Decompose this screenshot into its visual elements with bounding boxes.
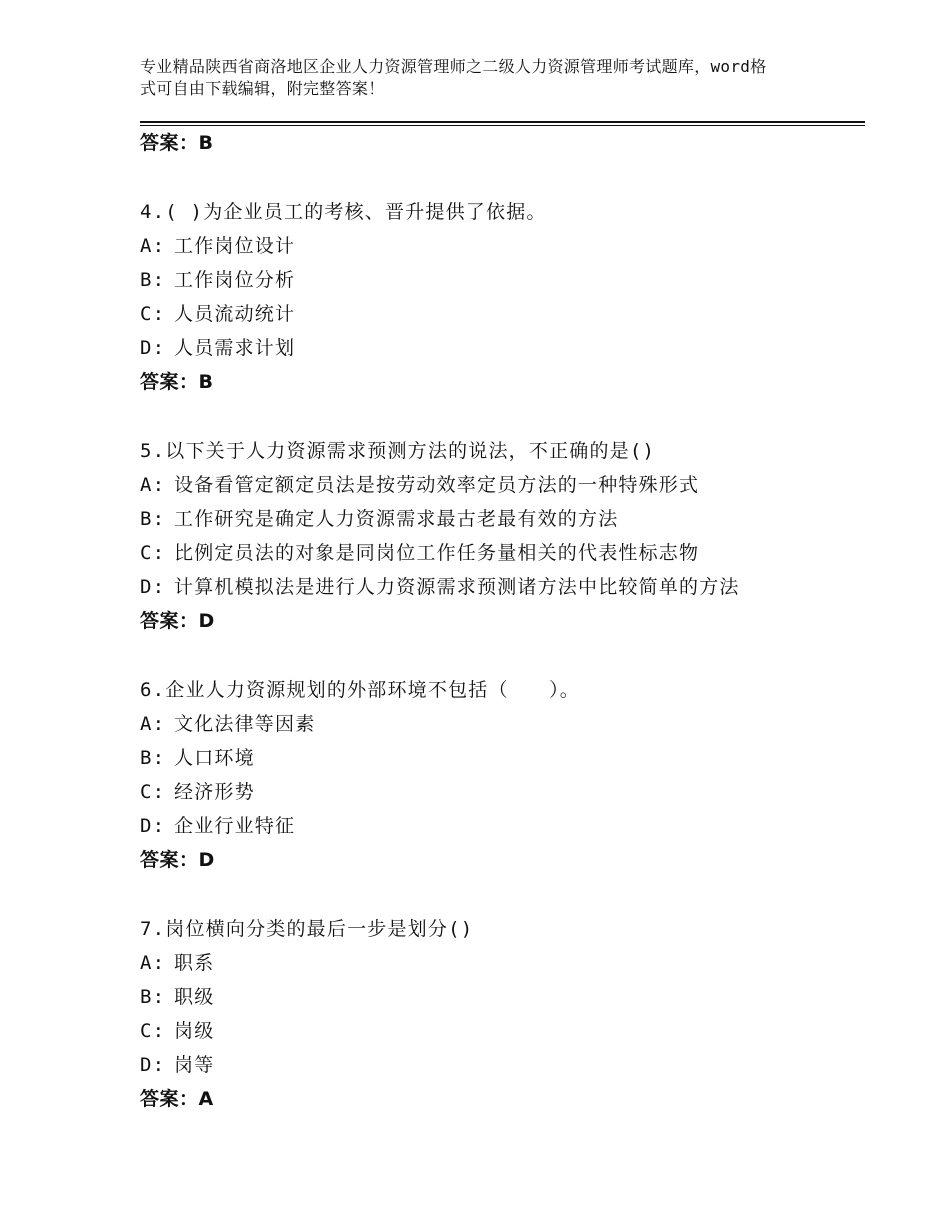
option-letter: A: [140,713,166,735]
option-c [140,780,255,804]
answer-line: 答案：B [140,132,214,154]
option-text: 工作研究是确定人力资源需求最古老最有效的方法 [174,508,619,530]
option-c [140,1019,214,1043]
option-text: 岗级 [174,1020,215,1042]
option-text: 职系 [174,952,215,974]
option-text: 设备看管定额定员法是按劳动效率定员方法的一种特殊形式 [174,474,700,496]
option-letter: B: [140,747,166,769]
option-text: 经济形势 [174,781,255,803]
option-d [140,575,740,599]
option-text: 比例定员法的对象是同岗位工作任务量相关的代表性标志物 [174,542,700,564]
option-text: 计算机模拟法是进行人力资源需求预测诸方法中比较简单的方法 [174,576,740,598]
option-letter: A: [140,952,166,974]
option-text: 人口环境 [174,747,255,769]
option-text: 岗等 [174,1054,215,1076]
option-text: 企业行业特征 [174,815,296,837]
option-b [140,985,214,1009]
option-d [140,814,295,838]
option-letter: B: [140,508,166,530]
option-letter: B: [140,986,166,1008]
option-text: 工作岗位设计 [174,235,296,257]
option-letter: C: [140,542,166,564]
question-stem: 6.企业人力资源规划的外部环境不包括（ ）。 [140,679,580,701]
header-rule-thin [140,125,865,126]
option-letter: C: [140,1020,166,1042]
option-b [140,507,618,531]
option-d [140,1053,214,1077]
option-a [140,234,295,258]
answer-line: 答案：A [140,1088,214,1110]
option-a [140,473,699,497]
option-c [140,302,295,326]
option-text: 人员需求计划 [174,337,296,359]
answer-line: 答案：B [140,371,214,393]
option-letter: B: [140,269,166,291]
question-stem: 7.岗位横向分类的最后一步是划分() [140,918,474,940]
option-letter: C: [140,781,166,803]
answer-line: 答案：D [140,610,215,632]
option-letter: A: [140,235,166,257]
option-b [140,268,295,292]
document-header: 专业精品陕西省商洛地区企业人力资源管理师之二级人力资源管理师考试题库，word格式可自由下载编辑，附完整答案！ [140,57,767,98]
option-letter: D: [140,576,166,598]
option-letter: D: [140,815,166,837]
question-stem: 5.以下关于人力资源需求预测方法的说法，不正确的是() [140,440,656,462]
option-c [140,541,699,565]
option-a [140,951,214,975]
option-letter: D: [140,1054,166,1076]
option-text: 工作岗位分析 [174,269,296,291]
option-text: 人员流动统计 [174,303,296,325]
option-letter: D: [140,337,166,359]
option-text: 职级 [174,986,215,1008]
header-rule-thick [140,121,865,123]
option-text: 文化法律等因素 [174,713,316,735]
option-letter: A: [140,474,166,496]
question-stem: 4.( )为企业员工的考核、晋升提供了依据。 [140,201,547,223]
option-a [140,712,315,736]
answer-line: 答案：D [140,849,215,871]
option-d [140,336,295,360]
option-b [140,746,255,770]
option-letter: C: [140,303,166,325]
